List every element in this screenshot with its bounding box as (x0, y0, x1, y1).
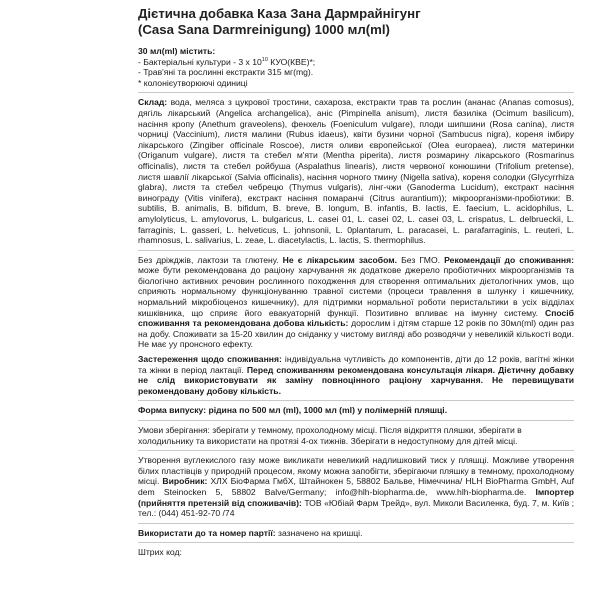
divider (138, 523, 574, 524)
no-gmo-text: Без ГМО. (397, 254, 445, 265)
gas-note-text: Утворення вуглекислого газу може викликати невеликий надлишковий тиск у пляшці. Можливе утворення білих пластівців у природній процесом, якому можна запобігти, зберігаючи пляшку в темному, прохолодному місці. (138, 455, 574, 487)
release-form: Форма випуску: рідина по 500 мл (ml), 1000 мл (ml) у полімерній пляшці. (138, 405, 448, 416)
recommendation-text: може бути рекомендована до раціону харчування як додаткове джерело пробіотичних мікроорганізмів та біологічно активних речовин рослинного походження для створення оптимальних дієтологічних умов, що сприяють нормальному функціонуванню травної системи (процеси травлення в шлунку і кишечнику, нормальний мікробіоценоз кишечнику), для підтримки нормальної роботи перистальтики в усіх відділах кишківника, що сприяє його евакуаторній функції. Позитивно впливає на імунну систему. (138, 265, 574, 318)
producer-paragraph (138, 455, 574, 519)
product-title: Дієтична добавка Каза Зана Дармрайнігунг (138, 6, 421, 21)
contents-heading: 30 мл(ml) містить: (138, 46, 216, 56)
contents-item-bacteria-exponent: 10 (261, 56, 268, 63)
contents-item-bacteria-unit: КУО(КВЕ)*; (267, 56, 316, 67)
warnings-paragraph (138, 354, 574, 396)
barcode-label: Штрих код: (138, 547, 182, 558)
contents-item-bacteria-text: - Бактеріальні культури - 3 х 10 (138, 56, 262, 67)
dosage-text: дорослим і дітям старше 12 років по 30мл(ml) один раз на добу. Споживати за 15-20 хвилин до сніданку у чистому вигляді або розводячи у невеликій кількості води. Не має уу пронсного ефекту. (138, 318, 575, 350)
importer-label: Імпортер (прийняття претензій від споживачів): (138, 486, 574, 508)
dosage-label: Спосіб споживання та рекомендована добова кількість: (138, 307, 574, 329)
composition-paragraph (138, 97, 574, 245)
warnings-consult-text: Перед споживанням рекомендована консультація лікаря. Дієтичну добавку не слід використовувати як заміну повноцінного раціону харчування. Не перевищувати рекомендовану добову кількість. (138, 364, 574, 396)
free-from-text: Без дріжджів, лактози та глютену. (138, 254, 283, 265)
recommendation-paragraph (138, 255, 574, 350)
warnings-text: індивідуальна чутливість до компонентів, діти до 12 років, вагітні жінки та жінки в період лактації. (138, 354, 574, 375)
contents-footnote: * колонієутворюючі одиниці (138, 77, 248, 88)
composition-label: Склад: (138, 97, 168, 108)
expiry-line (138, 528, 574, 539)
contents-item-bacteria (138, 57, 574, 68)
manufacturer-text: ХЛХ БіоФарма ГмбХ, Штайнокен 5, 58802 Бальве, Німеччина/ HLH BioPharma GmbH, Auf dem Steinocken 5, 58802 Balve/Germany; info@hlh-biopharma.de, www.hlh-biopharma.de. (138, 476, 574, 497)
divider (138, 450, 574, 451)
importer-text: ТОВ «Юбіай Фарм Трейд», вул. Миколи Василенка, буд. 7, м. Київ ; тел.: (044) 451-92-70 /74 (138, 497, 574, 519)
recommendation-label: Рекомендації до споживання: (444, 254, 574, 265)
divider (138, 400, 574, 401)
composition-text: вода, меляса з цукрової тростини, сахароза, екстракти трав та рослин (ананас (Ananas comosus), дягіль лікарський (Angelica archangelica), аніс (Pimpinella anisum), листя базиліка (Ocimum basilicum), насіння кропу (Anethum graveolens), фенхель (Foeniculum vulgare), плоди шипшини (Rosa canina), листя чорниці (Vaccinium), листя малини (Rubus idaeus), квіти бузини чорної (Sambucus nigra), кореня імбиру лікарського (Zingiber officinale Roscoe), листя оливи європейської (Olea europaea), листя материнки (Origanum vulgare), листя та стебел м'яти (Mentha piperita), листя розмарину лікарського (Rosmarinus officinalis), листя та стебел ройбуша (Aspalathus linearis), листя червоної конюшини (Trifolium pretense), листя шавлії лікарської (Salvia officinalis), насіння чорного тмину (Nigella sativa), кореня солодки (Glycyrrhiza glabra), листя та стебел чебрецю (Thymus vulgaris), лінг-чжи (Ganoderma Lucidum), екстракт насіння винограду (Vitis vinifera), екстракт насіння помаранчі (Citrus aurantium)); мікроорганізми-пробіотики: B. subtilis, B. animalis, B. bifidum, B. breve, B. longum, B. infantis, B. lactis, E. faecium, L. acidophilus, L. amylolyticus, L. amylovorus, L. bulgaricus, L. casei 01, L. casei 02, L. casei 03, L. crispatus, L. delbrueckii, L. farraginis, L. gasseri, L. helveticus, L. johnsonii, L. 0plantarum, L. paracasei, L. parafarraginis, L. reuteri, L. rhamnosus, L. salivarius, L. zeae, L. diacetylactis, L. lactis, S. thermophilus. (138, 97, 574, 246)
divider (138, 250, 574, 251)
warnings-label: Застереження щодо споживання: (138, 354, 282, 365)
contents-section (138, 46, 574, 88)
expiry-text: зазначено на кришці. (275, 527, 363, 538)
not-medicine-text: Не є лікарським засобом. (282, 254, 397, 265)
product-subtitle: (Casa Sana Darmreinigung) 1000 мл(ml) (138, 22, 390, 37)
manufacturer-label: Виробник: (162, 476, 208, 487)
contents-item-extracts: - Трав'яні та рослинні екстракти 315 мг(mg). (138, 67, 314, 78)
expiry-label: Використати до та номер партії: (138, 527, 276, 538)
storage-conditions: Умови зберігання: зберігати у темному, прохолодному місці. Після відкриття пляшки, зберігати в холодильнику та використати на протязі 4-ох тижнів. Зберігати в недоступному для дітей місці. (138, 425, 522, 446)
divider (138, 92, 574, 93)
divider (138, 420, 574, 421)
divider (138, 542, 574, 543)
